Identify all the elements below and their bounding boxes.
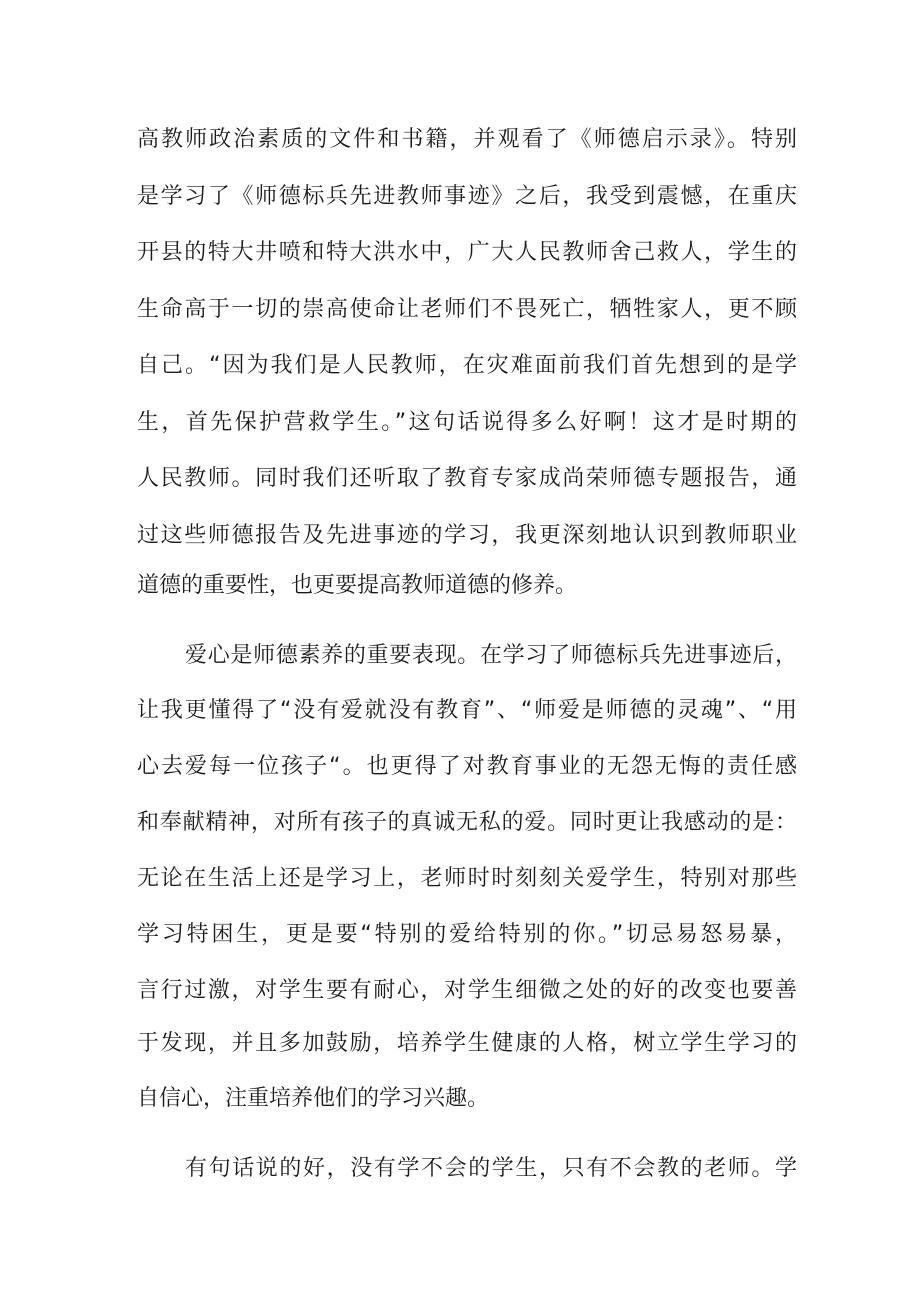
paragraph-2-line-7: 言行过激，对学生要有耐心，对学生细微之处的好的改变也要善 [137, 978, 797, 1003]
paragraph-2-line-1: 爱心是师德素养的重要表现。在学习了师德标兵先进事迹后， [185, 643, 797, 668]
paragraph-1-line-8: 过这些师德报告及先进事迹的学习，我更深刻地认识到教师职业 [137, 523, 797, 548]
paragraph-1-line-3: 开县的特大井喷和特大洪水中，广大人民教师舍己救人，学生的 [137, 240, 797, 265]
paragraph-1-line-5: 自己。“因为我们是人民教师，在灾难面前我们首先想到的是学 [137, 353, 797, 378]
paragraph-2-line-9: 自信心，注重培养他们的学习兴趣。 [137, 1086, 490, 1111]
paragraph-1-line-1: 高教师政治素质的文件和书籍，并观看了《师德启示录》。特别 [137, 127, 797, 152]
paragraph-1-line-2: 是学习了《师德标兵先进教师事迹》之后，我受到震憾，在重庆 [137, 184, 797, 209]
paragraph-2-line-6: 学习特困生，更是要“特别的爱给特别的你。”切忌易怒易暴， [137, 922, 797, 947]
paragraph-2-line-5: 无论在生活上还是学习上，老师时时刻刻关爱学生，特别对那些 [137, 866, 797, 891]
paragraph-2-line-3: 心去爱每一位孩子“。也更得了对教育事业的无怨无悔的责任感 [137, 754, 797, 779]
paragraph-3-line-1: 有句话说的好，没有学不会的学生，只有不会教的老师。学 [185, 1156, 797, 1181]
paragraph-1-line-7: 人民教师。同时我们还听取了教育专家成尚荣师德专题报告，通 [137, 466, 797, 491]
paragraph-2-line-2: 让我更懂得了“没有爱就没有教育”、“师爱是师德的灵魂”、“用 [137, 698, 797, 723]
paragraph-1-line-6: 生，首先保护营救学生。”这句话说得多么好啊！这才是时期的 [137, 410, 797, 435]
paragraph-1-line-9: 道德的重要性，也更要提高教师道德的修养。 [137, 573, 578, 598]
paragraph-2-line-4: 和奉献精神，对所有孩子的真诚无私的爱。同时更让我感动的是： [137, 810, 797, 835]
paragraph-2-line-8: 于发现，并且多加鼓励，培养学生健康的人格，树立学生学习的 [137, 1031, 797, 1056]
paragraph-1-line-4: 生命高于一切的崇高使命让老师们不畏死亡，牺牲家人，更不顾 [137, 297, 797, 322]
